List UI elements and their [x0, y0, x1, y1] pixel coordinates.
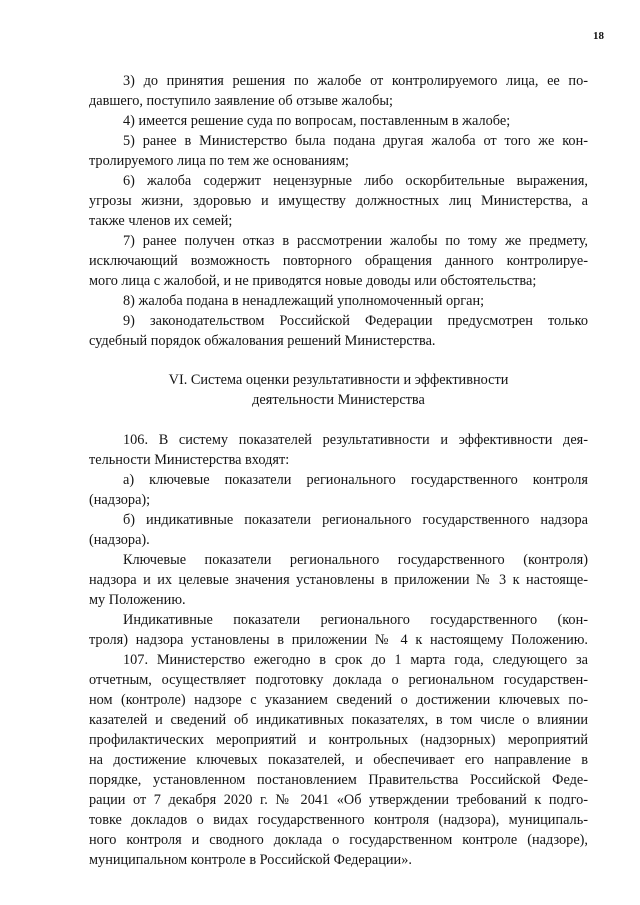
text-line: товке докладов о видах государственного контроля (надзора), муниципаль-	[89, 812, 588, 828]
text-line: 7) ранее получен отказ в рассмотрении жалобы по тому же предмету,	[123, 233, 588, 249]
text-line: казателей и сведений об индикативных показателях, в том числе о влиянии	[89, 712, 588, 728]
text-line: также членов их семей;	[89, 213, 233, 229]
section-heading-line: VI. Система оценки результативности и эффективности	[168, 372, 509, 388]
text-line: 5) ранее в Министерство была подана другая жалоба от того же кон-	[123, 133, 588, 149]
text-line: 6) жалоба содержит нецензурные либо оскорбительные выражения,	[123, 173, 588, 189]
text-line: тельности Министерства входят:	[89, 452, 290, 468]
text-line: 107. Министерство ежегодно в срок до 1 марта года, следующего за	[123, 652, 588, 668]
text-line: ного контроля и сводного доклада о государственном контроле (надзоре),	[89, 832, 588, 848]
text-line: давшего, поступило заявление об отзыве жалобы;	[89, 93, 393, 109]
text-line: на достижение ключевых показателей, и обеспечивает его направление в	[89, 752, 588, 768]
text-line: 9) законодательством Российской Федерации предусмотрен только	[123, 313, 588, 329]
section-heading-line: деятельности Министерства	[252, 392, 425, 408]
text-line: му Положению.	[89, 592, 186, 608]
text-line: Индикативные показатели регионального государственного (кон-	[123, 612, 588, 628]
text-line: мого лица с жалобой, и не приводятся новые доводы или обстоятельства;	[89, 273, 537, 289]
text-line: угрозы жизни, здоровью и имуществу должностных лиц Министерства, а	[89, 193, 588, 209]
text-line: судебный порядок обжалования решений Министерства.	[89, 333, 436, 349]
text-line: рации от 7 декабря 2020 г. № 2041 «Об утверждении требований к подго-	[89, 792, 588, 808]
text-line: порядке, установленном постановлением Правительства Российской Феде-	[89, 772, 588, 788]
text-line: профилактических мероприятий и контрольных (надзорных) мероприятий	[89, 732, 588, 748]
text-line: а) ключевые показатели регионального государственного контроля	[123, 472, 588, 488]
page-number: 18	[593, 30, 604, 42]
text-line: троля) надзора установлены в приложении № 4 к настоящему Положению.	[89, 632, 588, 648]
text-line: (надзора).	[89, 532, 150, 548]
text-line: ном (контроле) надзоре с указанием сведений о достижении ключевых по-	[89, 692, 588, 708]
text-line: исключающий возможность повторного обращения данного контролируе-	[89, 253, 588, 269]
text-line: (надзора);	[89, 492, 151, 508]
text-line: надзора и их целевые значения установлены в приложении № 3 к настояще-	[89, 572, 588, 588]
text-line: муниципальном контроле в Российской Федерации».	[89, 852, 412, 868]
text-line: Ключевые показатели регионального государственного (контроля)	[123, 552, 588, 568]
text-line: б) индикативные показатели регионального государственного надзора	[123, 512, 588, 528]
text-line: 8) жалоба подана в ненадлежащий уполномоченный орган;	[123, 293, 485, 309]
text-line: 106. В систему показателей результативности и эффективности дея-	[123, 432, 588, 448]
text-line: отчетным, осуществляет подготовку доклада о региональном государствен-	[89, 672, 588, 688]
text-line: тролируемого лица по тем же основаниям;	[89, 153, 350, 169]
text-line: 4) имеется решение суда по вопросам, поставленным в жалобе;	[123, 113, 511, 129]
text-line: 3) до принятия решения по жалобе от контролируемого лица, ее по-	[123, 73, 588, 89]
